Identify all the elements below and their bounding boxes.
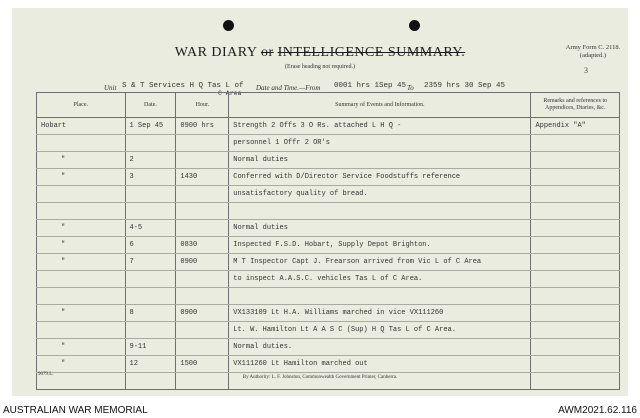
cell-remarks	[531, 203, 620, 220]
printer-authority: By Authority: L. F. Johnston, Commonwealth Government Printer, Canberra.	[242, 375, 398, 380]
cell-hour: 1500	[176, 356, 229, 373]
cell-summary: VX133109 Lt H.A. Williams marched in vice VX111260	[229, 305, 531, 322]
col-summary: Summary of Events and Information.	[229, 93, 531, 118]
cell-place: "	[37, 220, 126, 237]
erase-note: (Erase heading not required.)	[285, 64, 355, 70]
cell-date: 2	[125, 152, 176, 169]
table-row	[37, 118, 620, 135]
cell-remarks: Appendix "A"	[531, 118, 620, 135]
cell-date: 4-5	[125, 220, 176, 237]
cell-hour	[176, 288, 229, 305]
cell-summary: Lt. W. Hamilton Lt A A S C (Sup) H Q Tas L of C Area.	[229, 322, 531, 339]
col-remarks: Remarks and references to Appendices, Diaries, &c.	[531, 93, 620, 118]
cell-summary: Conferred with D/Director Service Foodstuffs reference	[229, 169, 531, 186]
date-time-label: Date and Time.—From	[256, 84, 321, 92]
diary-sheet	[12, 8, 628, 396]
cell-remarks	[531, 288, 620, 305]
cell-remarks	[531, 135, 620, 152]
cell-remarks	[531, 237, 620, 254]
cell-date	[125, 288, 176, 305]
cell-date	[125, 271, 176, 288]
cell-place: "	[37, 169, 126, 186]
cell-hour	[176, 339, 229, 356]
cell-remarks	[531, 339, 620, 356]
cell-place	[37, 271, 126, 288]
cell-summary: to inspect A.A.S.C. vehicles Tas L of C Area.	[229, 271, 531, 288]
cell-hour: 1430	[176, 169, 229, 186]
cell-hour	[176, 186, 229, 203]
cell-remarks	[531, 271, 620, 288]
col-hour: Hour.	[176, 93, 229, 118]
cell-summary: Normal duties	[229, 152, 531, 169]
cell-date: 7	[125, 254, 176, 271]
table-row	[37, 271, 620, 288]
cell-summary: VX111260 Lt Hamilton marched out	[229, 356, 531, 373]
cell-place	[37, 203, 126, 220]
cell-remarks	[531, 220, 620, 237]
form-number: 9079.L.	[38, 372, 54, 377]
cell-remarks	[531, 305, 620, 322]
table-row	[37, 254, 620, 271]
cell-hour	[176, 271, 229, 288]
title-or: or	[260, 45, 274, 60]
unit-value-continued: C Area	[218, 90, 242, 97]
cell-date: 6	[125, 237, 176, 254]
cell-remarks	[531, 254, 620, 271]
cell-hour: 0900	[176, 305, 229, 322]
cell-hour	[176, 135, 229, 152]
cell-place	[37, 288, 126, 305]
table-row	[37, 152, 620, 169]
army-form-number: Army Form C. 2118.	[565, 44, 621, 51]
cell-date	[125, 186, 176, 203]
col-date: Date.	[125, 93, 176, 118]
table-row	[37, 203, 620, 220]
table-row	[37, 135, 620, 152]
cell-place: "	[37, 237, 126, 254]
cell-remarks	[531, 356, 620, 373]
cell-date: 3	[125, 169, 176, 186]
to-value: 2359 hrs 30 Sep 45	[424, 82, 506, 90]
table-row	[37, 288, 620, 305]
cell-hour	[176, 152, 229, 169]
cell-place	[37, 322, 126, 339]
cell-date	[125, 203, 176, 220]
title-intelligence-summary: INTELLIGENCE SUMMARY.	[277, 45, 466, 60]
table-row	[37, 305, 620, 322]
cell-summary: unsatisfactory quality of bread.	[229, 186, 531, 203]
cell-summary: M T Inspector Capt J. Frearson arrived from Vic L of C Area	[229, 254, 531, 271]
diary-table	[36, 92, 620, 390]
cell-summary	[229, 203, 531, 220]
table-row	[37, 237, 620, 254]
caption-left: AUSTRALIAN WAR MEMORIAL	[3, 405, 148, 416]
cell-place	[37, 186, 126, 203]
punch-hole	[409, 20, 420, 31]
to-label: To	[407, 84, 414, 92]
diary-title	[12, 45, 628, 61]
cell-summary	[229, 288, 531, 305]
cell-place: Hobart	[37, 118, 126, 135]
cell-place	[37, 135, 126, 152]
cell-date: 1 Sep 45	[125, 118, 176, 135]
cell-date: 9-11	[125, 339, 176, 356]
cell-date: 8	[125, 305, 176, 322]
army-form-label	[560, 44, 626, 60]
caption-bar	[0, 402, 640, 418]
cell-date: 12	[125, 356, 176, 373]
punch-hole	[223, 20, 234, 31]
page-stamp: 3	[584, 66, 588, 75]
cell-hour	[176, 203, 229, 220]
cell-summary: Normal duties.	[229, 339, 531, 356]
table-row	[37, 186, 620, 203]
cell-summary: Normal duties	[229, 220, 531, 237]
from-value: 0001 hrs 1Sep 45	[334, 82, 407, 90]
cell-place: "	[37, 254, 126, 271]
unit-label: Unit	[104, 84, 117, 92]
cell-summary: personnel 1 Offr 2 OR's	[229, 135, 531, 152]
col-place: Place.	[37, 93, 126, 118]
cell-place: "	[37, 152, 126, 169]
title-war-diary: WAR DIARY	[174, 45, 257, 60]
cell-remarks	[531, 152, 620, 169]
cell-place: "	[37, 305, 126, 322]
cell-remarks	[531, 186, 620, 203]
cell-remarks	[531, 169, 620, 186]
cell-hour: 0900	[176, 254, 229, 271]
table-row	[37, 339, 620, 356]
cell-hour: 0900 hrs	[176, 118, 229, 135]
army-form-adapted: (adapted.)	[579, 52, 607, 59]
cell-summary: Strength 2 Offs 3 O Rs. attached L H Q -	[229, 118, 531, 135]
cell-hour	[176, 220, 229, 237]
cell-summary: Inspected F.S.D. Hobart, Supply Depot Brighton.	[229, 237, 531, 254]
cell-place: "	[37, 339, 126, 356]
table-header-row	[37, 93, 620, 118]
cell-place: "	[37, 356, 126, 373]
unit-value: S & T Services H Q Tas L of	[122, 82, 244, 90]
cell-remarks	[531, 322, 620, 339]
table-row	[37, 220, 620, 237]
cell-date	[125, 135, 176, 152]
cell-hour: 0830	[176, 237, 229, 254]
table-row	[37, 169, 620, 186]
table-row	[37, 356, 620, 373]
cell-date	[125, 322, 176, 339]
cell-hour	[176, 322, 229, 339]
table-row	[37, 322, 620, 339]
caption-right: AWM2021.62.116	[558, 405, 637, 416]
